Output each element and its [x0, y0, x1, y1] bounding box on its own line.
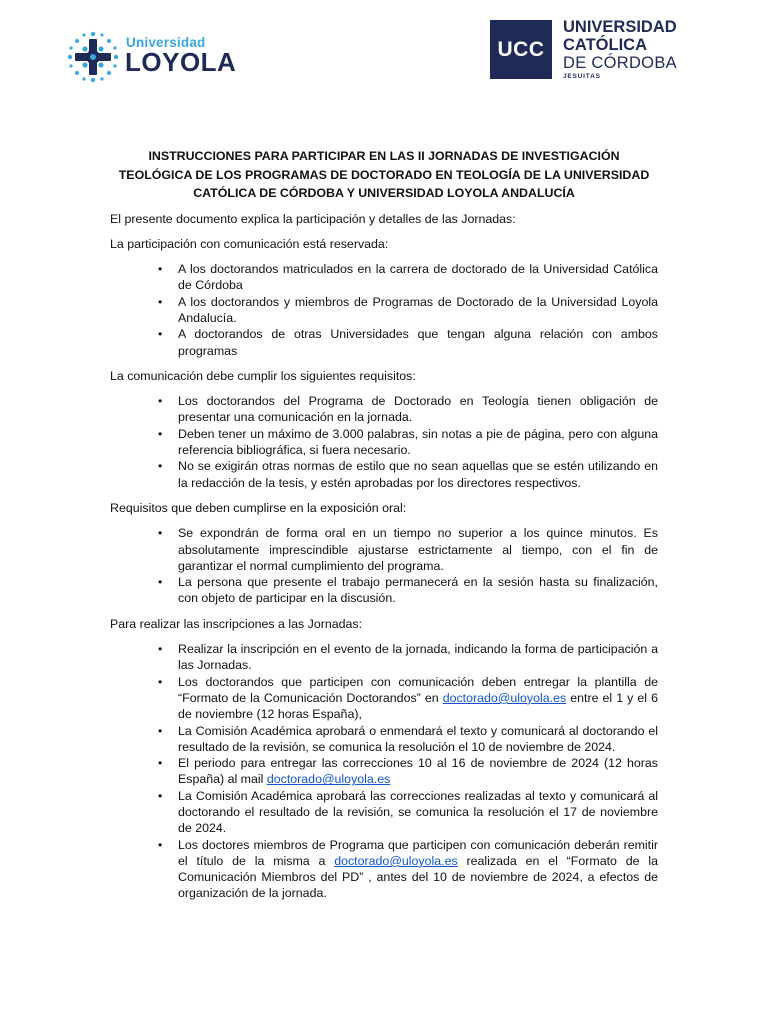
list-item-text: La Comisión Académica aprobará las correcciones realizadas al texto y comunicará al doctorando el resultado de la revisión, se comunica la resolución el 17 de noviembre de 2024.	[178, 788, 658, 836]
list-item	[110, 674, 658, 723]
loyola-logo-subtitle: Universidad	[126, 35, 206, 50]
list-item-text: A doctorandos de otras Universidades que tengan alguna relación con ambos programas	[178, 327, 658, 358]
ucc-logo-line1: UNIVERSIDAD	[563, 18, 677, 36]
list-item-text: Los doctorandos del Programa de Doctorado en Teología tienen obligación de presentar una comunicación en la jornada.	[178, 394, 658, 425]
list-item-text: La persona que presente el trabajo permanecerá en la sesión hasta su finalización, con objeto de participar en la discusión.	[178, 575, 658, 606]
bullet-icon: •	[158, 327, 163, 342]
section3-list	[110, 525, 658, 606]
bullet-icon: •	[158, 788, 163, 803]
bullet-icon: •	[158, 294, 163, 309]
bullet-icon: •	[158, 575, 163, 590]
list-item-text: entre el 1 y el 6 de noviembre (12 horas España),	[178, 690, 658, 722]
email-link[interactable]: doctorado@uloyola.es	[266, 772, 391, 787]
list-item-text: Deben tener un máximo de 3.000 palabras, sin notas a pie de página, pero con alguna referencia bibliográfica, si fuera necesario.	[178, 426, 658, 458]
list-item	[110, 837, 658, 902]
list-item	[110, 294, 658, 327]
loyola-logo	[66, 30, 241, 86]
list-item	[110, 261, 658, 294]
list-item-text: A los doctorandos y miembros de Programas de Doctorado de la Universidad Loyola Andalucía.	[178, 294, 658, 325]
ucc-logo-line2: CATÓLICA	[563, 36, 648, 54]
list-item	[110, 525, 658, 574]
list-item-text: realizada en el “Formato de la Comunicación Miembros del PD” , antes del 10 de noviembre de 2024, a efectos de organización de la jornada.	[178, 853, 658, 901]
title-line-1: INSTRUCCIONES PARA PARTICIPAR EN LAS II JORNADAS DE INVESTIGACIÓN	[148, 149, 620, 163]
list-item-text: A los doctorandos matriculados en la carrera de doctorado de la Universidad Católica de Córdoba	[178, 262, 658, 293]
list-item-text: No se exigirán otras normas de estilo que no sean aquellas que se estén utilizando en la redacción de la tesis, y estén aprobadas por los directores respectivos.	[178, 459, 658, 490]
list-item	[110, 458, 658, 491]
document-body	[110, 147, 658, 911]
ucc-logo	[488, 14, 693, 86]
title-line-3: CATÓLICA DE CÓRDOBA Y UNIVERSIDAD LOYOLA ANDALUCÍA	[193, 186, 575, 200]
bullet-icon: •	[158, 723, 163, 738]
list-item-text: La Comisión Académica aprobará o enmendará el texto y comunicará al doctorando el resultado de la revisión, se comunica la resolución el 10 de noviembre de 2024.	[178, 723, 658, 754]
list-item	[110, 641, 658, 674]
section4-heading: Para realizar las inscripciones a las Jornadas:	[110, 616, 363, 631]
title-line-2: TEOLÓGICA DE LOS PROGRAMAS DE DOCTORADO EN TEOLOGÍA DE LA UNIVERSIDAD	[118, 167, 650, 182]
section3-heading: Requisitos que deben cumplirse en la exposición oral:	[110, 500, 407, 515]
list-item-text: Se expondrán de forma oral en un tiempo no superior a los quince minutos. Es absolutamente imprescindible ajustarse estrictamente al tiempo, con el fin de garantizar el normal cumplimiento del programa.	[178, 526, 658, 573]
section1-heading: La participación con comunicación está reservada:	[110, 236, 389, 251]
bullet-icon: •	[158, 459, 163, 474]
list-item-text: El periodo para entregar las correcciones 10 al 16 de noviembre de 2024 (12 horas España) al mail	[178, 756, 658, 787]
section1-list	[110, 261, 658, 359]
bullet-icon: •	[158, 674, 163, 689]
list-item	[110, 723, 658, 756]
email-link[interactable]: doctorado@uloyola.es	[442, 690, 567, 705]
list-item	[110, 326, 658, 359]
list-item-text: Realizar la inscripción en el evento de la jornada, indicando la forma de participación a las Jornadas.	[178, 642, 658, 673]
loyola-emblem-icon	[66, 30, 120, 84]
list-item	[110, 426, 658, 459]
section4-list	[110, 641, 658, 902]
ucc-logo-line3: DE CÓRDOBA	[563, 54, 677, 72]
list-item	[110, 393, 658, 426]
email-link[interactable]: doctorado@uloyola.es	[334, 853, 458, 868]
ucc-logo-line4: JESUITAS	[563, 73, 601, 80]
list-item	[110, 755, 658, 788]
document-title	[110, 147, 658, 203]
bullet-icon: •	[158, 642, 163, 657]
bullet-icon: •	[158, 394, 163, 409]
list-item	[110, 574, 658, 607]
bullet-icon: •	[158, 837, 163, 852]
list-item	[110, 788, 658, 837]
bullet-icon: •	[158, 426, 163, 441]
bullet-icon: •	[158, 262, 163, 277]
list-item-text: Los doctores miembros de Programa que participen con comunicación deberán remitir el título de la misma a	[178, 837, 658, 868]
section2-heading: La comunicación debe cumplir los siguientes requisitos:	[110, 368, 416, 383]
list-item-text: Los doctorandos que participen con comunicación deben entregar la plantilla de “Formato de la Comunicación Doctorandos” en	[178, 674, 658, 705]
section2-list	[110, 393, 658, 491]
ucc-logo-box: UCC	[490, 20, 552, 79]
bullet-icon: •	[158, 756, 163, 771]
loyola-logo-name: LOYOLA	[125, 47, 237, 77]
bullet-icon: •	[158, 526, 163, 541]
intro-paragraph: El presente documento explica la participación y detalles de las Jornadas:	[110, 211, 516, 226]
